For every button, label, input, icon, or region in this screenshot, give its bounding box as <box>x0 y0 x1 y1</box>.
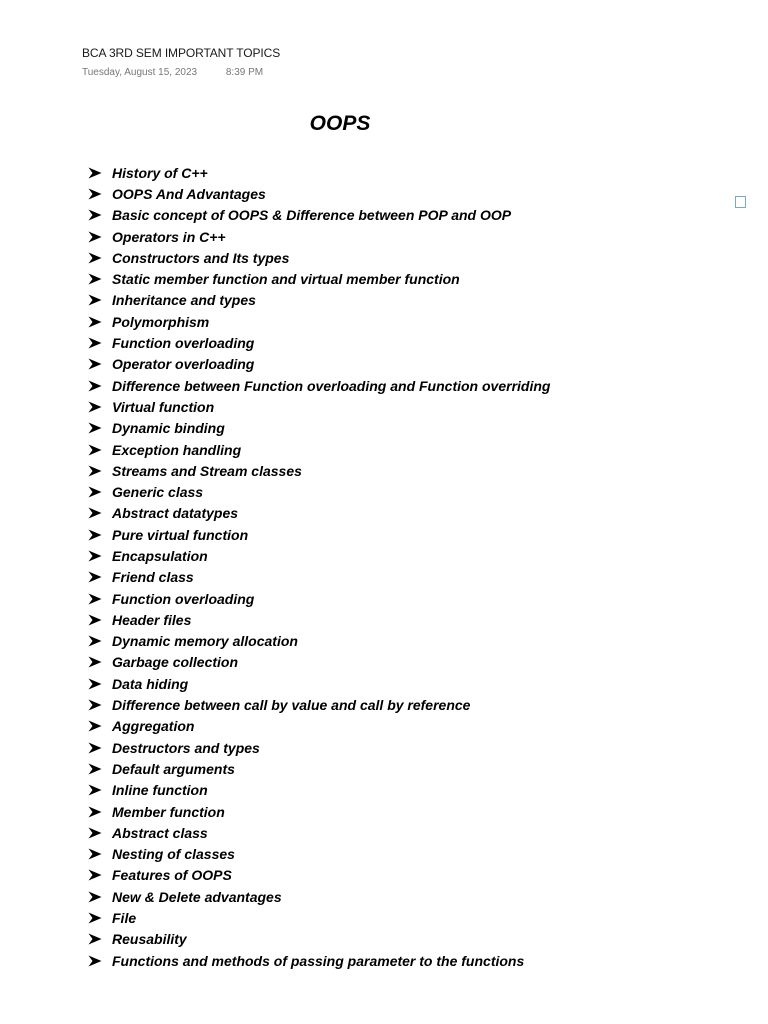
list-item[interactable] <box>88 567 550 588</box>
arrowhead-bullet-icon <box>88 699 112 711</box>
list-item[interactable] <box>88 716 550 737</box>
list-item[interactable] <box>88 844 550 865</box>
list-item[interactable] <box>88 907 550 928</box>
arrowhead-bullet-icon <box>88 422 112 434</box>
topic-text: Streams and Stream classes <box>112 462 302 479</box>
arrowhead-bullet-icon <box>88 571 112 583</box>
topic-text: Destructors and types <box>112 739 260 756</box>
arrowhead-bullet-icon <box>88 231 112 243</box>
topic-text: Polymorphism <box>112 313 210 330</box>
list-item[interactable] <box>88 694 550 715</box>
arrowhead-bullet-icon <box>88 848 112 860</box>
arrowhead-bullet-icon <box>88 742 112 754</box>
list-item[interactable] <box>88 439 550 460</box>
topic-list <box>88 162 550 971</box>
topic-text: Dynamic binding <box>112 420 225 437</box>
arrowhead-bullet-icon <box>88 550 112 562</box>
list-item[interactable] <box>88 545 550 566</box>
topic-text: Friend class <box>112 569 194 586</box>
topic-text: Virtual function <box>112 398 215 415</box>
list-item[interactable] <box>88 524 550 545</box>
arrowhead-bullet-icon <box>88 614 112 626</box>
list-item[interactable] <box>88 481 550 502</box>
list-item[interactable] <box>88 162 550 183</box>
list-item[interactable] <box>88 205 550 226</box>
topic-text: Default arguments <box>112 760 235 777</box>
arrowhead-bullet-icon <box>88 869 112 881</box>
container-handle-icon[interactable] <box>735 196 746 208</box>
topic-text: Exception handling <box>112 441 242 458</box>
arrowhead-bullet-icon <box>88 188 112 200</box>
arrowhead-bullet-icon <box>88 720 112 732</box>
list-item[interactable] <box>88 332 550 353</box>
note-date: Tuesday, August 15, 2023 <box>82 67 198 78</box>
note-title[interactable]: BCA 3RD SEM IMPORTANT TOPICS <box>82 46 281 60</box>
arrowhead-bullet-icon <box>88 891 112 903</box>
list-item[interactable] <box>88 758 550 779</box>
arrowhead-bullet-icon <box>88 507 112 519</box>
note-timestamp <box>82 67 263 78</box>
arrowhead-bullet-icon <box>88 955 112 967</box>
topic-text: Pure virtual function <box>112 526 249 543</box>
section-heading[interactable]: OOPS <box>309 112 371 135</box>
arrowhead-bullet-icon <box>88 912 112 924</box>
list-item[interactable] <box>88 929 550 950</box>
list-item[interactable] <box>88 865 550 886</box>
list-item[interactable] <box>88 631 550 652</box>
topic-text: Inline function <box>112 782 208 799</box>
arrowhead-bullet-icon <box>88 763 112 775</box>
topic-text: Function overloading <box>112 335 255 352</box>
list-item[interactable] <box>88 609 550 630</box>
arrowhead-bullet-icon <box>88 465 112 477</box>
arrowhead-bullet-icon <box>88 358 112 370</box>
list-item[interactable] <box>88 503 550 524</box>
topic-text: Basic concept of OOPS & Difference between POP and OOP <box>112 207 512 224</box>
topic-text: Header files <box>112 611 192 628</box>
topic-text: Abstract datatypes <box>112 505 239 522</box>
list-item[interactable] <box>88 183 550 204</box>
arrowhead-bullet-icon <box>88 167 112 179</box>
arrowhead-bullet-icon <box>88 678 112 690</box>
topic-text: New & Delete advantages <box>112 888 282 905</box>
arrowhead-bullet-icon <box>88 656 112 668</box>
arrowhead-bullet-icon <box>88 252 112 264</box>
topic-text: Operators in C++ <box>112 228 226 245</box>
arrowhead-bullet-icon <box>88 593 112 605</box>
list-item[interactable] <box>88 290 550 311</box>
arrowhead-bullet-icon <box>88 316 112 328</box>
list-item[interactable] <box>88 418 550 439</box>
topic-text: Difference between call by value and call by reference <box>112 697 471 714</box>
list-item[interactable] <box>88 801 550 822</box>
topic-text: Operator overloading <box>112 356 255 373</box>
topic-text: Nesting of classes <box>112 846 235 863</box>
topic-text: Features of OOPS <box>112 867 232 884</box>
arrowhead-bullet-icon <box>88 337 112 349</box>
arrowhead-bullet-icon <box>88 444 112 456</box>
arrowhead-bullet-icon <box>88 273 112 285</box>
arrowhead-bullet-icon <box>88 401 112 413</box>
list-item[interactable] <box>88 780 550 801</box>
arrowhead-bullet-icon <box>88 294 112 306</box>
list-item[interactable] <box>88 460 550 481</box>
topic-text: Encapsulation <box>112 547 208 564</box>
list-item[interactable] <box>88 737 550 758</box>
topic-text: Static member function and virtual member function <box>112 271 460 288</box>
list-item[interactable] <box>88 396 550 417</box>
topic-text: Garbage collection <box>112 654 239 671</box>
list-item[interactable] <box>88 247 550 268</box>
list-item[interactable] <box>88 354 550 375</box>
topic-text: Functions and methods of passing parameter to the functions <box>112 952 525 969</box>
list-item[interactable] <box>88 375 550 396</box>
topic-text: File <box>112 910 137 927</box>
list-item[interactable] <box>88 226 550 247</box>
arrowhead-bullet-icon <box>88 486 112 498</box>
list-item[interactable] <box>88 311 550 332</box>
list-item[interactable] <box>88 673 550 694</box>
note-time: 8:39 PM <box>225 67 264 78</box>
topic-text: Member function <box>112 803 225 820</box>
arrowhead-bullet-icon <box>88 635 112 647</box>
list-item[interactable] <box>88 652 550 673</box>
list-item[interactable] <box>88 950 550 971</box>
arrowhead-bullet-icon <box>88 933 112 945</box>
topic-text: Reusability <box>112 931 187 948</box>
list-item[interactable] <box>88 588 550 609</box>
list-item[interactable] <box>88 886 550 907</box>
arrowhead-bullet-icon <box>88 784 112 796</box>
topic-text: Difference between Function overloading and Function overriding <box>112 377 551 394</box>
arrowhead-bullet-icon <box>88 380 112 392</box>
topic-text: Function overloading <box>112 590 255 607</box>
topic-text: Dynamic memory allocation <box>112 633 298 650</box>
topic-text: History of C++ <box>112 164 208 181</box>
arrowhead-bullet-icon <box>88 806 112 818</box>
arrowhead-bullet-icon <box>88 209 112 221</box>
topic-text: Aggregation <box>112 718 195 735</box>
arrowhead-bullet-icon <box>88 827 112 839</box>
topic-text: Abstract class <box>112 824 208 841</box>
arrowhead-bullet-icon <box>88 529 112 541</box>
topic-text: Constructors and Its types <box>112 249 290 266</box>
topic-text: Generic class <box>112 484 204 501</box>
topic-text: Inheritance and types <box>112 292 256 309</box>
list-item[interactable] <box>88 268 550 289</box>
list-item[interactable] <box>88 822 550 843</box>
topic-text: OOPS And Advantages <box>112 185 266 202</box>
topic-text: Data hiding <box>112 675 189 692</box>
